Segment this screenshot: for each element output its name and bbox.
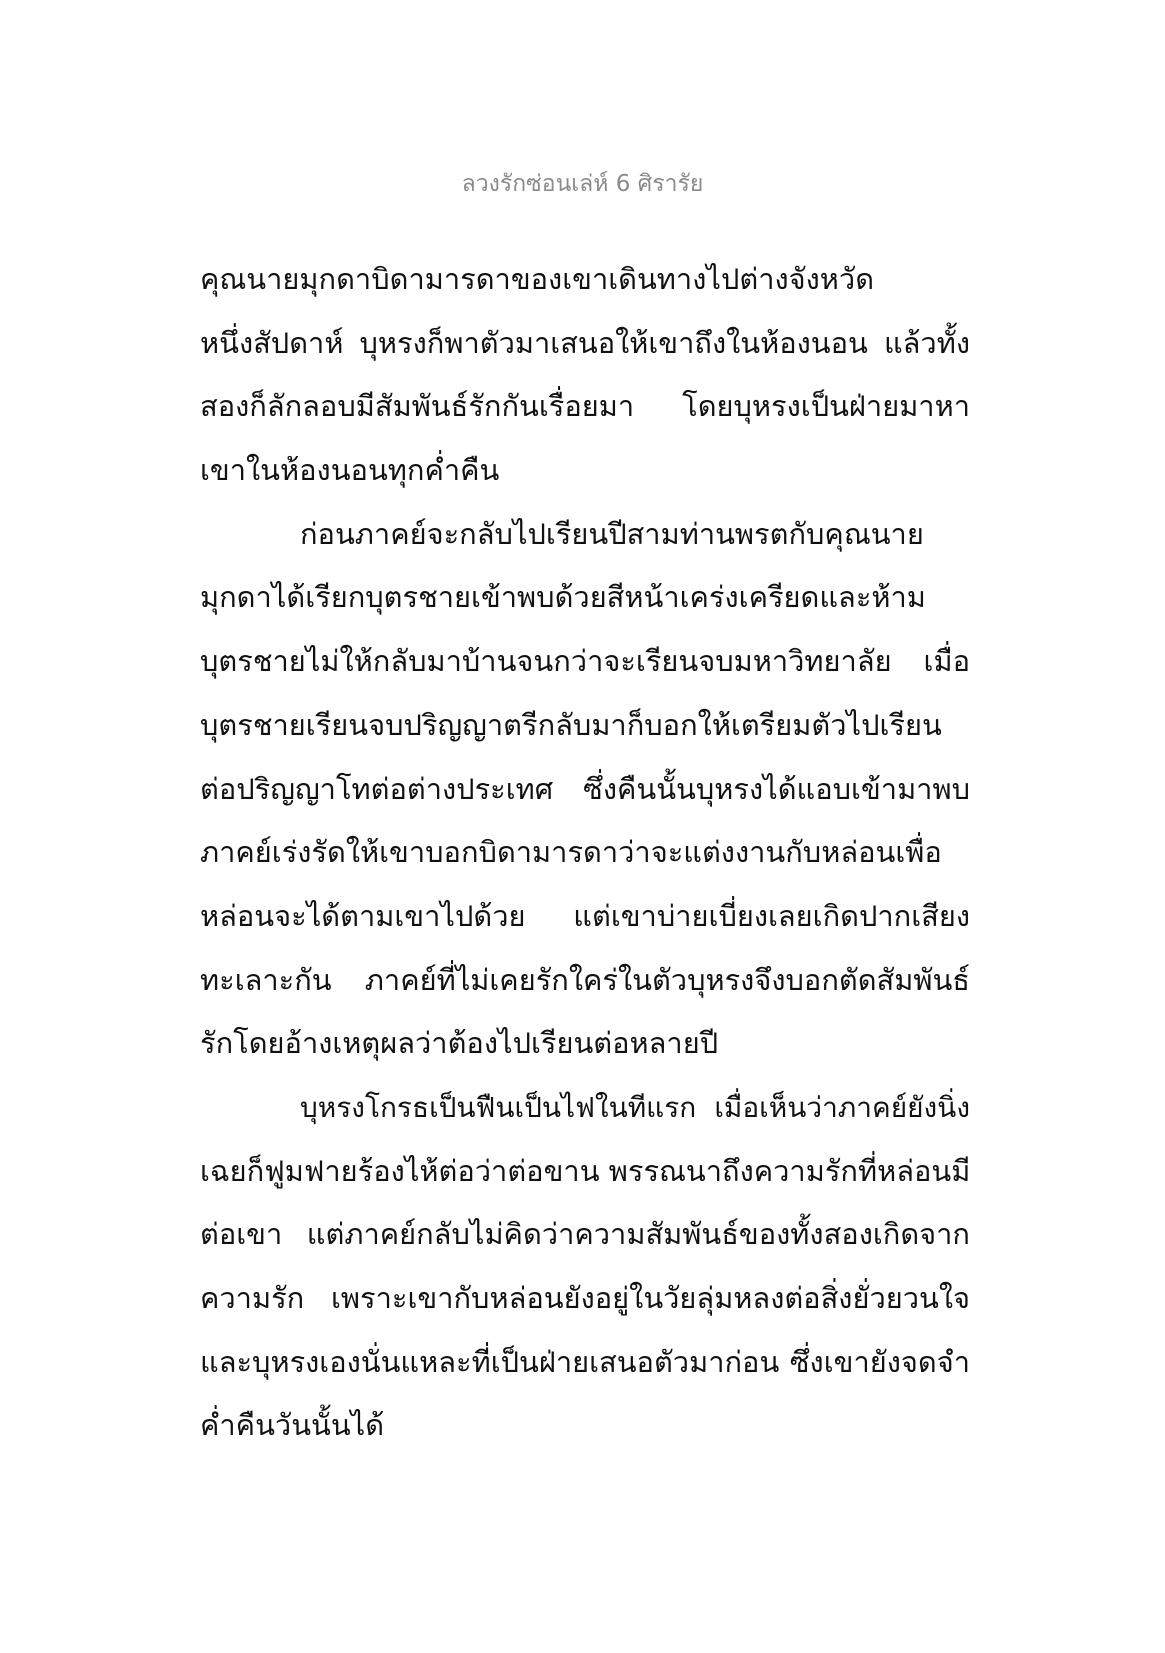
text-line: ความรัก เพราะเขากับหล่อนยังอยู่ในวัยลุ่มหลงต่อสิ่งยั่วยวนใจ [200,1281,970,1315]
text-line: บุตรชายไม่ให้กลับมาบ้านจนกว่าจะเรียนจบมหาวิทยาลัย เมื่อ [200,644,970,679]
text-line: มุกดาได้เรียกบุตรชายเข้าพบด้วยสีหน้าเคร่งเครียดและห้าม [200,580,926,615]
text-line: คุณนายมุกดาบิดามารดาของเขาเดินทางไปต่างจังหวัด [200,262,875,296]
body-text [200,248,970,1458]
text-line: เขาในห้องนอนทุกค่ำคืน [200,453,500,488]
text-line: สองก็ลักลอบมีสัมพันธ์รักกันเรื่อยมา โดยบุหรงเป็นฝ่ายมาหา [200,389,970,424]
paragraph-first-line: บุหรงโกรธเป็นฟืนเป็นไฟในทีแรก เมื่อเห็นว่าภาคย์ยังนิ่ง [300,1090,970,1124]
text-line: หนึ่งสัปดาห์ บุหรงก็พาตัวมาเสนอให้เขาถึงในห้องนอน แล้วทั้ง [200,325,970,360]
text-line: บุตรชายเรียนจบปริญญาตรีกลับมาก็บอกให้เตรียมตัวไปเรียน [200,707,942,742]
text-line: เฉยก็ฟูมฟายร้องไห้ต่อว่าต่อขาน พรรณนาถึงความรักที่หล่อนมี [200,1153,971,1188]
text-line: ค่ำคืนวันนั้นได้ [200,1408,385,1443]
paragraph-first-line: ก่อนภาคย์จะกลับไปเรียนปีสามท่านพรตกับคุณนาย [300,516,924,551]
text-line: ต่อเขา แต่ภาคย์กลับไม่คิดว่าความสัมพันธ์ของทั้งสองเกิดจาก [200,1217,970,1252]
text-line: ภาคย์เร่งรัดให้เขาบอกบิดามารดาว่าจะแต่งงานกับหล่อนเพื่อ [200,835,942,870]
text-line: หล่อนจะได้ตามเขาไปด้วย แต่เขาบ่ายเบี่ยงเลยเกิดปากเสียง [200,898,970,933]
text-line: รักโดยอ้างเหตุผลว่าต้องไปเรียนต่อหลายปี [200,1026,719,1061]
text-line: และบุหรงเองนั่นแหละที่เป็นฝ่ายเสนอตัวมาก่อน ซึ่งเขายังจดจำ [200,1344,970,1379]
text-line: ต่อปริญญาโทต่อต่างประเทศ ซึ่งคืนนั้นบุหรงได้แอบเข้ามาพบ [200,771,970,806]
text-line: ทะเลาะกัน ภาคย์ที่ไม่เคยรักใคร่ในตัวบุหรงจึงบอกตัดสัมพันธ์ [200,962,970,997]
running-header: ลวงรักซ่อนเล่ห์ 6 ศิรารัย [461,171,704,197]
